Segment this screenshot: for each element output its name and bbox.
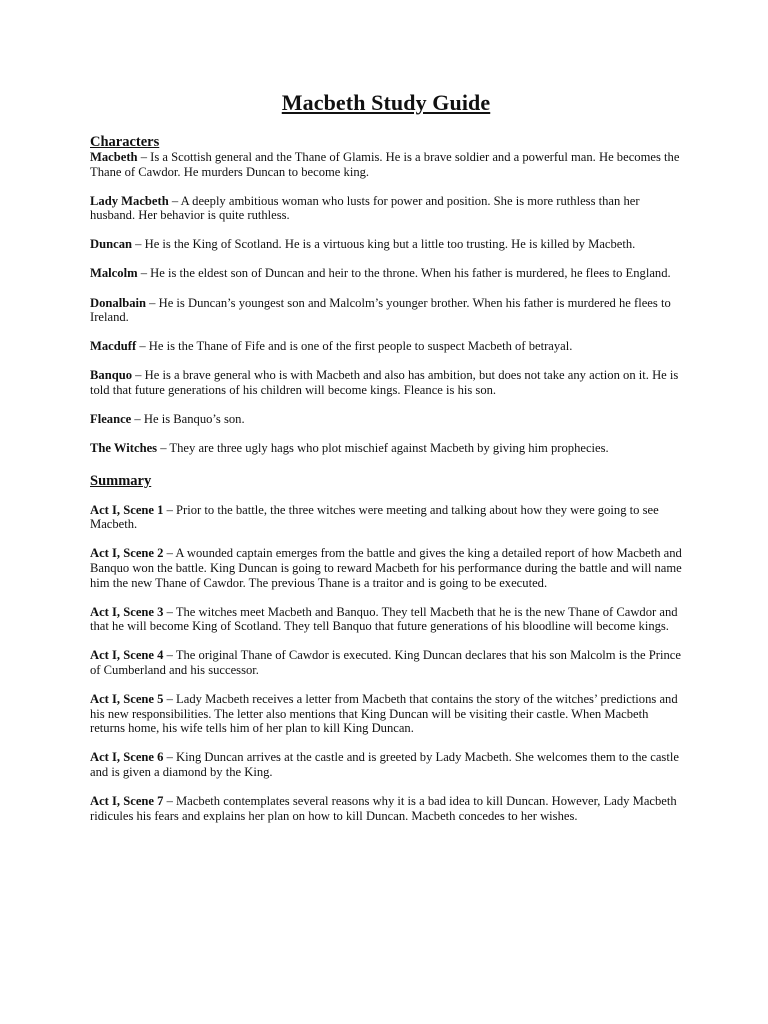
scene-description: – Macbeth contemplates several reasons why it is a bad idea to kill Duncan. However, Lady Macbeth ridicules his fears and explains her plan on how to kill Duncan. Macbeth concedes to her wishes. — [90, 794, 677, 823]
summary-entry-act1-scene6 — [90, 750, 682, 779]
character-name: Banquo — [90, 368, 133, 383]
character-description: – He is the eldest son of Duncan and heir to the throne. When his father is murdered, he flees to England. — [137, 266, 671, 281]
document-page — [90, 90, 682, 838]
character-name: Fleance — [90, 412, 132, 427]
scene-description: – Prior to the battle, the three witches were meeting and talking about how they were going to see Macbeth. — [90, 502, 659, 532]
summary-entry-act1-scene4 — [90, 648, 682, 677]
character-name: Lady Macbeth — [90, 193, 169, 208]
summary-entry-act1-scene1 — [90, 503, 682, 532]
scene-description: – Lady Macbeth receives a letter from Macbeth that contains the story of the witches’ predictions and his new responsibilities. The letter also mentions that King Duncan will be visiting their castle. When Macbeth returns home, his wife tells him of her plan to kill King Duncan. — [90, 692, 678, 736]
character-name: The Witches — [90, 441, 158, 456]
character-description: – He is the Thane of Fife and is one of the first people to suspect Macbeth of betrayal. — [136, 339, 573, 354]
character-description: – Is a Scottish general and the Thane of Glamis. He is a brave soldier and a powerful man. He becomes the Thane of Cawdor. He murders Duncan to become king. — [90, 150, 680, 179]
summary-entry-act1-scene2 — [90, 546, 682, 590]
character-description: – A deeply ambitious woman who lusts for power and position. She is more ruthless than her husband. Her behavior is quite ruthless. — [90, 193, 640, 223]
character-entry-lady-macbeth — [90, 194, 682, 223]
summary-entry-act1-scene3 — [90, 605, 682, 634]
character-name: Malcolm — [90, 266, 138, 281]
scene-description: – King Duncan arrives at the castle and is greeted by Lady Macbeth. She welcomes them to the castle and is given a diamond by the King. — [90, 750, 679, 779]
scene-label: Act I, Scene 2 — [90, 546, 164, 561]
characters-section — [90, 134, 682, 456]
character-entry-macduff — [90, 339, 682, 354]
character-entry-witches — [90, 441, 682, 456]
character-entry-duncan — [90, 237, 682, 252]
scene-description: – The original Thane of Cawdor is executed. King Duncan declares that his son Malcolm is the Prince of Cumberland and his successor. — [90, 648, 681, 677]
character-list — [90, 150, 682, 456]
scene-label: Act I, Scene 1 — [90, 502, 164, 517]
scene-label: Act I, Scene 3 — [90, 604, 164, 619]
character-entry-macbeth — [90, 150, 682, 179]
scene-description: – The witches meet Macbeth and Banquo. They tell Macbeth that he is the new Thane of Cawdor and that he will become King of Scotland. They tell Banquo that future generations of his bloodline will become kings. — [90, 604, 678, 634]
character-name: Duncan — [90, 237, 132, 252]
summary-entry-act1-scene5 — [90, 692, 682, 736]
character-description: – He is the King of Scotland. He is a virtuous king but a little too trusting. He is killed by Macbeth. — [132, 237, 636, 252]
character-description: – He is a brave general who is with Macbeth and also has ambition, but does not take any action on it. He is told that future generations of his children will become kings. Fleance is his son. — [90, 368, 679, 397]
character-name: Macduff — [90, 339, 137, 354]
character-name: Donalbain — [90, 295, 146, 310]
summary-entry-act1-scene7 — [90, 794, 682, 823]
scene-label: Act I, Scene 7 — [90, 794, 164, 809]
scene-label: Act I, Scene 5 — [90, 692, 164, 707]
summary-list — [90, 503, 682, 824]
document-title: Macbeth Study Guide — [281, 90, 491, 115]
scene-label: Act I, Scene 6 — [90, 750, 164, 765]
summary-section — [90, 473, 682, 824]
summary-heading: Summary — [90, 472, 152, 489]
character-entry-donalbain — [90, 296, 682, 325]
character-entry-fleance — [90, 412, 682, 427]
character-description: – He is Banquo’s son. — [131, 412, 245, 427]
character-name: Macbeth — [90, 150, 138, 164]
scene-label: Act I, Scene 4 — [90, 648, 164, 663]
characters-heading: Characters — [90, 134, 160, 150]
scene-description: – A wounded captain emerges from the battle and gives the king a detailed report of how Macbeth and Banquo won the battle. King Duncan is going to reward Macbeth for his performance during the battle and will name him the new Thane of Cawdor. The previous Thane is a traitor and is going to be executed. — [90, 546, 682, 590]
character-entry-banquo — [90, 368, 682, 397]
character-description: – He is Duncan’s youngest son and Malcolm’s younger brother. When his father is murdered he flees to Ireland. — [90, 295, 671, 325]
character-entry-malcolm — [90, 266, 682, 281]
character-description: – They are three ugly hags who plot mischief against Macbeth by giving him prophecies. — [157, 441, 609, 456]
